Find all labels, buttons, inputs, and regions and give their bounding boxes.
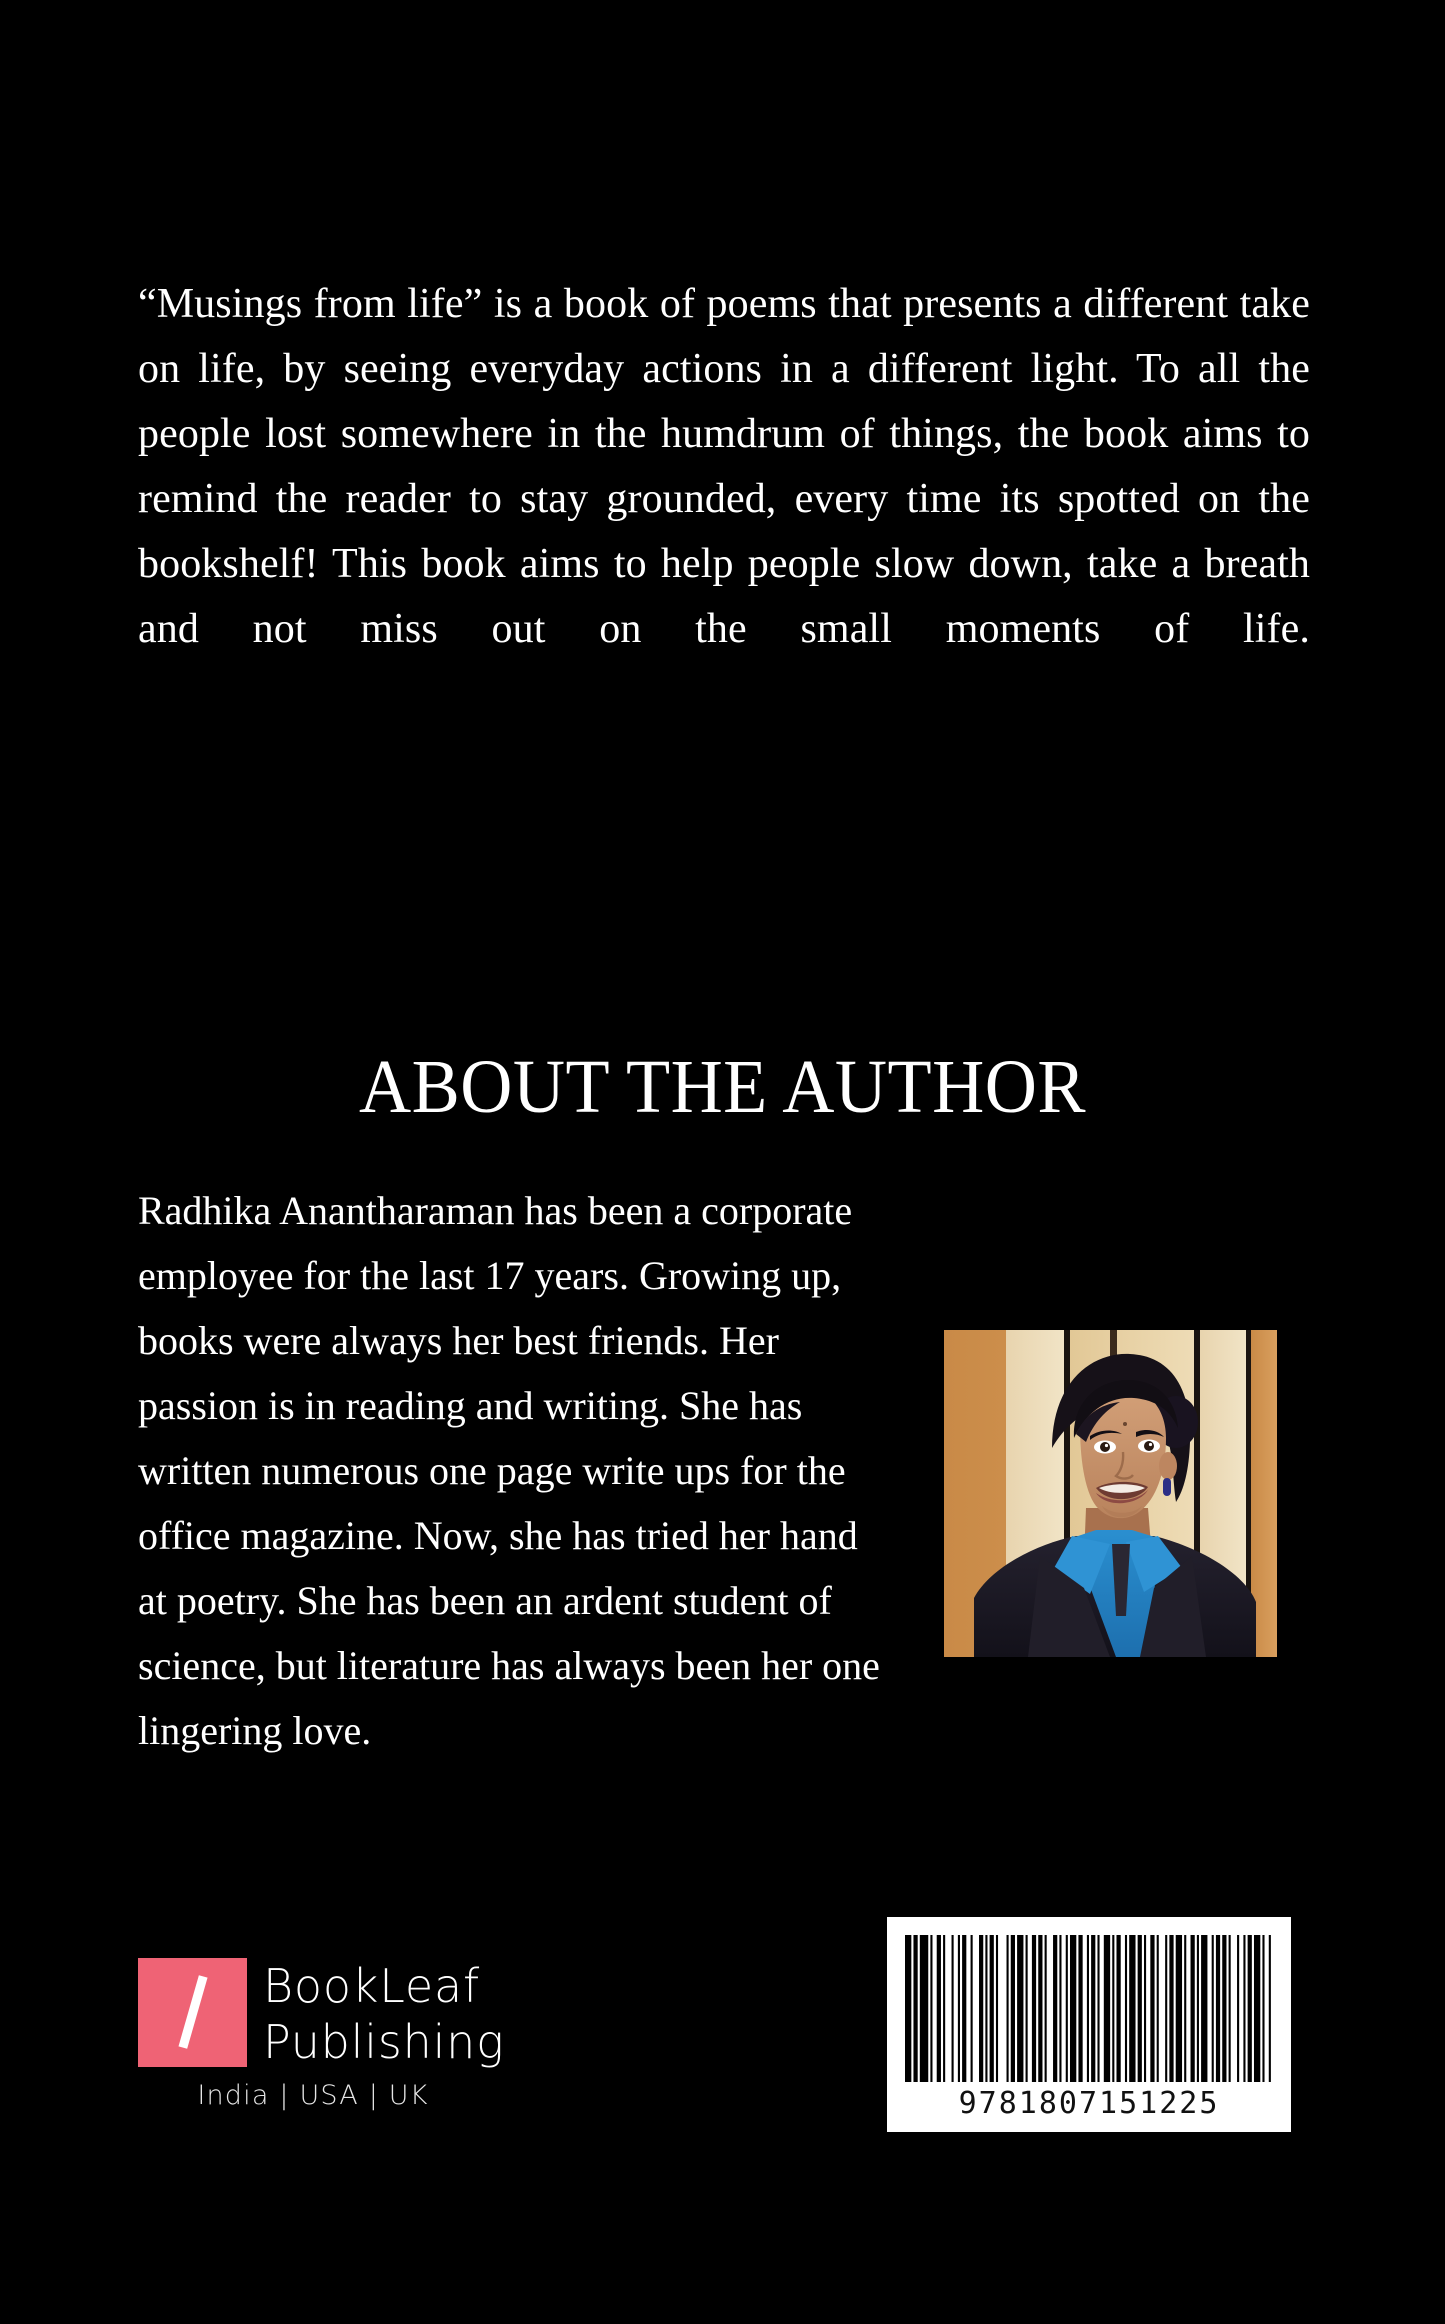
publisher-regions: India | USA | UK [197,2080,429,2111]
bookleaf-logo-mark [138,1958,247,2067]
publisher-logo [138,1958,505,2111]
publisher-name-line1: BookLeaf [263,1959,480,2013]
author-portrait-image [944,1330,1277,1657]
book-blurb: “Musings from life” is a book of poems that presents a different take on life, by seeing everyday actions in a different light. To all the people lost somewhere in the humdrum of things, the book aims to remind the reader to stay grounded, every time its spotted on the bookshelf! This book aims to help people slow down, take a breath and not miss out on the small moments of life. [138,281,1310,652]
barcode-bars [905,1935,1273,2082]
publisher-name-line2: Publishing [263,2015,505,2069]
isbn-barcode [887,1917,1291,2132]
about-the-author-heading: ABOUT THE AUTHOR [359,1045,1086,1129]
slash-icon [178,1976,207,2050]
author-bio: Radhika Anantharaman has been a corporate employee for the last 17 years. Growing up, books were always her best friends. Her passion is in reading and writing. She has written numerous one page write ups for the office magazine. Now, she has tried her hand at poetry. She has been an ardent student of science, but literature has always been her one lingering love. [138,1188,880,1753]
isbn-number: 9781807151225 [958,2086,1220,2121]
publisher-name [263,1958,505,2070]
author-photo [944,1330,1277,1657]
